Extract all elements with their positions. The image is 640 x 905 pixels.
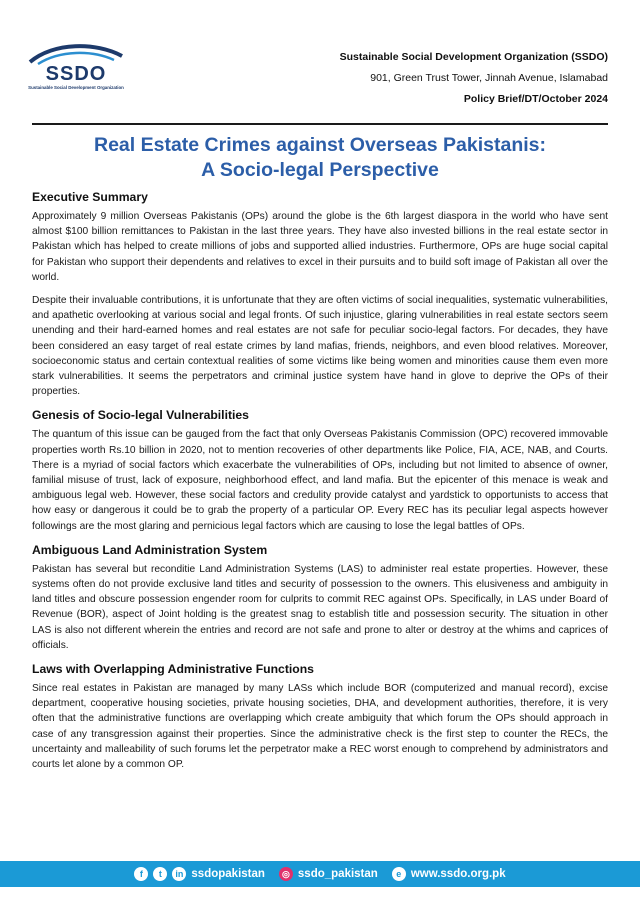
- paragraph: Pakistan has several but reconditie Land Administration Systems (LAS) to administer real estate properties. However, these systems often do not provide exclusive land titles and security of possession to the owners. This elusiveness and ambiguity in land titles and obscure possession engender room for culprits to commit REC against OPs. Specifically, in LAS under Board of Revenue (BOR), aspect of Joint holding is the greatest snag to establish title and possession security. The situation in other LAS is also not different wherein the entries and record are not safe and prone to alter or destroy at the whims and caprices of officials.: [32, 563, 608, 651]
- title-line-2: A Socio-legal Perspective: [201, 159, 439, 181]
- paragraph: Approximately 9 million Overseas Pakistanis (OPs) around the globe is the 6th largest diaspora in the world who have sent almost $100 billion remittances to Pakistan in the last three years. They have also invested billions in the real estate sector in Pakistan which has helped to create millions of jobs and supported allied industries. Furthermore, OPs are huge social capital for Pakistan who support their dependents and relatives to excel in their pursuits and to build soft image of Pakistan all over the world.: [32, 211, 608, 283]
- section-overlapping-laws: [32, 661, 608, 772]
- social-handle[interactable]: ssdopakistan: [191, 868, 265, 880]
- paragraph: The quantum of this issue can be gauged from the fact that only Overseas Pakistanis Commission (OPC) recovered immovable properties worth Rs.10 billion in 2020, not to mention recoveries of other departments like Police, FIA, ACE, NAB, and Courts. There is a myriad of social factors which exacerbate the vulnerabilities of OPs, including but not limited to absence of owner, familial misuse of trust, lack of exposure, neighborhood effect, and land mafia. But the epicenter of this menace is weak and ambiguous legal web. However, these social factors and credulity provide catalyst and yardstick to opportunists to access that how easy or dangerous it could be to grab the property of a particular OP. Every REC has its peculiar legal aspects however followings are the most glaring and pernicious legal factors which are causing to lose the legal battles of OPs.: [32, 429, 608, 532]
- document-title: [32, 133, 608, 183]
- header-divider: [32, 123, 608, 125]
- website-link[interactable]: www.ssdo.org.pk: [410, 868, 506, 880]
- section-land-administration: [32, 542, 608, 653]
- instagram-icon[interactable]: ◎: [279, 867, 293, 881]
- section-executive-summary: [32, 189, 608, 399]
- brief-reference: Policy Brief/DT/October 2024: [463, 93, 608, 105]
- twitter-icon[interactable]: t: [153, 867, 167, 881]
- header-info: [340, 47, 608, 110]
- svg-text:Sustainable Social Development: Sustainable Social Development Organization: [28, 85, 124, 90]
- section-heading: Laws with Overlapping Administrative Functions: [32, 662, 314, 677]
- ssdo-logo: [24, 40, 128, 92]
- linkedin-icon[interactable]: in: [172, 867, 186, 881]
- web-icon[interactable]: e: [392, 867, 406, 881]
- instagram-handle[interactable]: ssdo_pakistan: [297, 868, 378, 880]
- facebook-icon[interactable]: f: [134, 867, 148, 881]
- svg-text:SSDO: SSDO: [45, 63, 107, 85]
- footer-bar: [0, 861, 640, 887]
- document-body: [32, 187, 608, 780]
- title-line-1: Real Estate Crimes against Overseas Pakistanis:: [94, 134, 546, 156]
- paragraph: Despite their invaluable contributions, it is unfortunate that they are often victims of social inequalities, systematic vulnerabilities, and apathetic overlooking at various social and legal fronts. Of such injustice, glaring vulnerabilities in real estate sectors seem unending and their hard-earned homes and real estates are not safe for peculiar socio-legal factors. For decades, they have been considered an easy target of real estate crimes by land mafias, friends, neighbors, and even blood relatives. Moreover, socioeconomic status and certain contextual realities of some victims like being women and minorities cause them even more stark vulnerabilities. It seems the perpetrators and criminal justice system have hand in glove to deprive the OPs of their properties.: [32, 295, 608, 398]
- section-heading: Executive Summary: [32, 190, 148, 204]
- section-genesis: [32, 407, 608, 533]
- org-name: Sustainable Social Development Organization (SSDO): [339, 51, 608, 63]
- org-address: 901, Green Trust Tower, Jinnah Avenue, Islamabad: [370, 72, 608, 84]
- section-heading: Genesis of Socio-legal Vulnerabilities: [32, 408, 249, 423]
- section-heading: Ambiguous Land Administration System: [32, 542, 268, 557]
- paragraph: Since real estates in Pakistan are managed by many LASs which include BOR (computerized and manual record), excise department, cooperative housing societies, private housing societies, DHA, and development authorities, therefore, it is very often that the administrative functions are overlapping which create ambiguity that which forum the OPs should approach in case of any transgression against their properties. Since the administrative check is the first step to counter the RECs, the uncertainty and malleability of such forums let the perpetrator make a REC worst enough to comprehend by administrators and courts let alone by a common OP.: [32, 683, 608, 771]
